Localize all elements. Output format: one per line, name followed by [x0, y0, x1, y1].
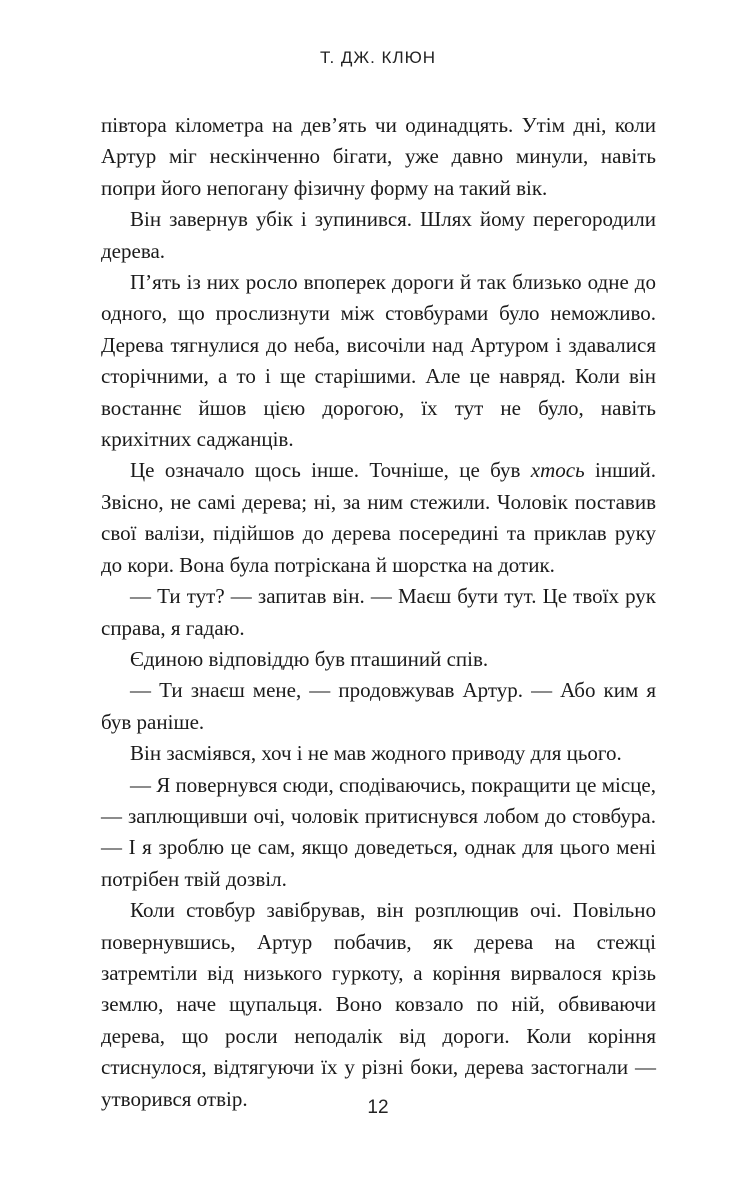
dialogue-paragraph: — Ти тут? — запитав він. — Маєш бути тут. Це твоїх рук справа, я гадаю.	[101, 584, 656, 640]
paragraph-text: інший. Звісно, не самі дерева; ні, за ним стежили. Чоловік поставив свої валізи, підійшов до дерева посередині та приклав руку до кори. Вона була потріскана й шорстка на дотик.	[101, 458, 656, 577]
body-text	[101, 110, 656, 1115]
paragraph: Він завернув убік і зупинився. Шлях йому перегородили дерева.	[101, 207, 656, 263]
paragraph: Коли стовбур завібрував, він розплющив очі. Повільно повернувшись, Артур побачив, як дерева на стежці затремтіли від низького гуркоту, а коріння вирвалося крізь землю, наче щупальця. Воно ковзало по ній, обвиваючи дерева, що росли неподалік від дороги. Коли коріння стиснулося, відтягуючи їх у різні боки, дерева застогнали — утворився отвір.	[101, 898, 656, 1111]
dialogue-paragraph: — Я повернувся сюди, сподіваючись, покращити це місце, — заплющивши очі, чоловік притиснувся лобом до стовбура. — І я зроблю це сам, якщо доведеться, однак для цього мені потрібен твій дозвіл.	[101, 772, 656, 891]
emphasized-word: хтось	[530, 458, 585, 483]
running-head: Т. ДЖ. КЛЮН	[319, 48, 437, 67]
paragraph-continuation: півтора кілометра на дев’ять чи одинадцять. Утім дні, коли Артур міг нескінченно бігати, уже давно минули, навіть попри його непогану фізичну форму на такий вік.	[101, 113, 656, 200]
page-number: 12	[367, 1097, 389, 1118]
paragraph: Він засміявся, хоч і не мав жодного приводу для цього.	[130, 741, 622, 766]
paragraph-with-emphasis	[101, 455, 656, 581]
dialogue-paragraph: — Ти знаєш мене, — продовжував Артур. — Або ким я був раніше.	[101, 678, 656, 734]
paragraph-text: Це означало щось інше. Точніше, це був	[130, 458, 531, 483]
paragraph: П’ять із них росло впоперек дороги й так близько одне до одного, що прослизнути між стовбурами було неможливо. Дерева тягнулися до неба, височіли над Артуром і здавалися сторічними, а то і ще старішими. Але це навряд. Коли він востаннє йшов цією дорогою, їх тут не було, навіть крихітних саджанців.	[101, 270, 656, 452]
paragraph: Єдиною відповіддю був пташиний спів.	[130, 646, 489, 671]
